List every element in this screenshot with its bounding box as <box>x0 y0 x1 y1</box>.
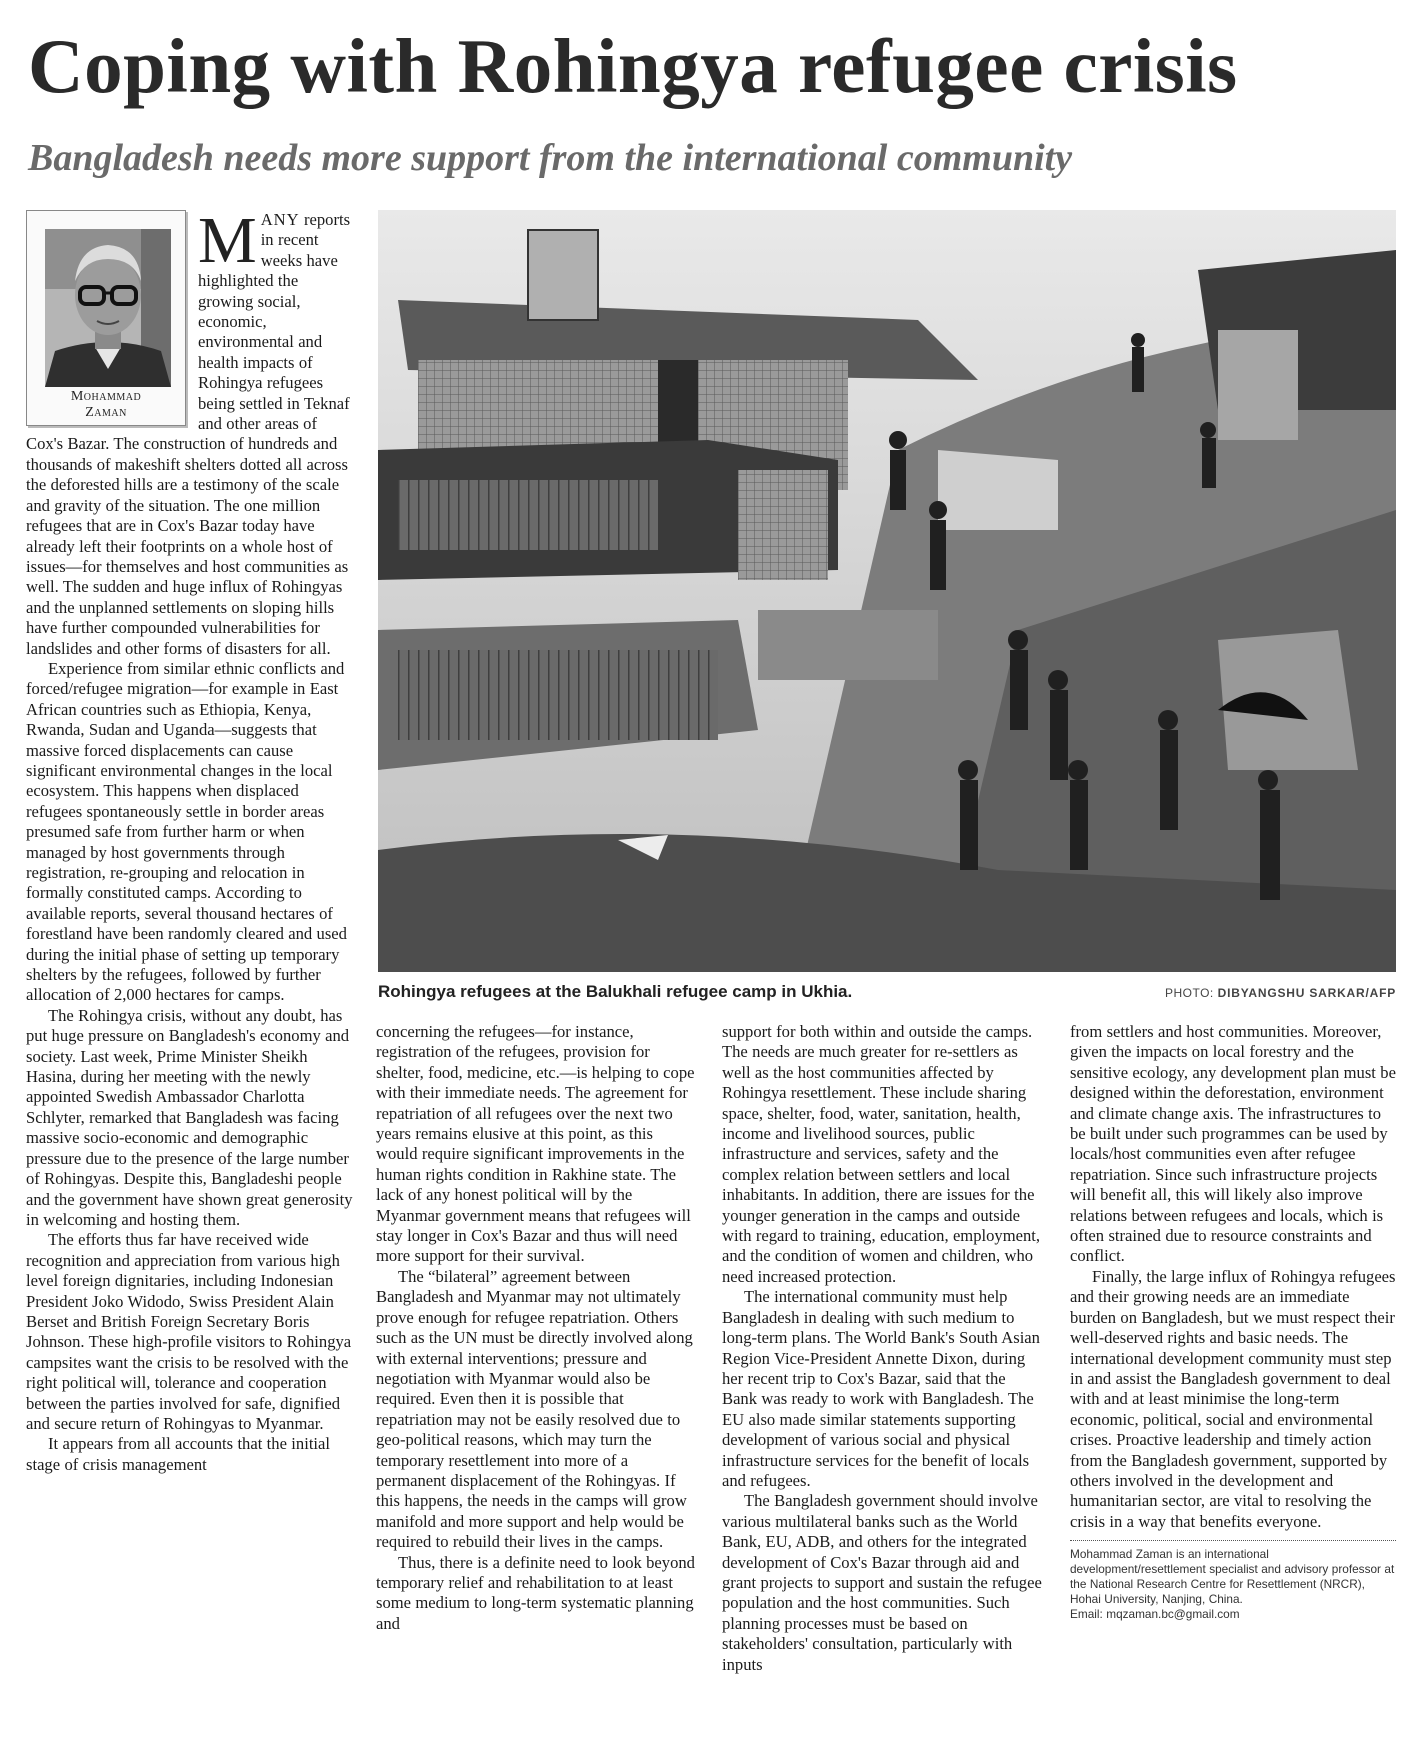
article-column-4 <box>1070 1022 1396 1740</box>
paragraph-9-start: The Bangladesh government should involve various multilateral banks such as the World Bank, EU, ADB, and others for the integrated development of Cox's Bazar through aid and grant projects to support and sustain the refugee population and the host communities. Such planning processes must be based on stakeholders' consultation, particularly with inputs <box>722 1491 1042 1674</box>
refugee-camp-photo <box>378 210 1396 972</box>
paragraph-5-cont: concerning the refugees—for instance, registration of the refugees, provision for shelter, food, medicine, etc.—is helping to cope with their immediate needs. The agreement for repatriation of all refugees over the next two years remains elusive at this point, as this would require significant improvements in the human rights condition in Rakhine state. The lack of any honest political will by the Myanmar government means that refugees will stay longer in Cox's Bazar and thus will need more support for their survival. <box>376 1022 695 1266</box>
author-portrait-image <box>45 229 171 387</box>
author-bio: Mohammad Zaman is an international development/resettlement specialist and advisory professor at the National Research Centre for Resettlement (NRCR), Hohai University, Nanjing, China. <box>1070 1547 1395 1607</box>
lead-caps: ANY <box>260 210 300 229</box>
paragraph-6: The “bilateral” agreement between Bangladesh and Myanmar may not ultimately prove enough for refugee repatriation. Others such as the UN must be directly involved along with external interventions; pressure and negotiation with Myanmar would also be required. Even then it is possible that repatriation may not be easily resolved due to geo-political reasons, which may turn the temporary resettlement into more of a permanent displacement of the Rohingyas. If this happens, the needs in the camps will grow manifold and more support and help would be required to rebuild their lives in the camps. <box>376 1266 693 1552</box>
photo-caption: Rohingya refugees at the Balukhali refugee camp in Ukhia. <box>378 982 853 1001</box>
paragraph-1-text: reports in recent weeks have highlighted the growing social, economic, environmental and health impacts of Rohingya refugees being settled in Teknaf and other areas of Cox's Bazar. The construction of hundreds and thousands of makeshift shelters dotted all across the deforested hills are a testimony of the scale and gravity of the situation. The one million refugees that are in Cox's Bazar today have already left their footprints on a whole host of issues—for themselves and host communities as well. The sudden and huge influx of Rohingyas and the unplanned settlements on sloping hills have further compounded vulnerabilities for landslides and other forms of disasters for all. <box>26 210 351 658</box>
subheadline: Bangladesh needs more support from the international community <box>28 137 1073 179</box>
paragraph-7-start: Thus, there is a definite need to look beyond temporary relief and rehabilitation to at least some medium to long-term systematic planning and <box>376 1552 695 1633</box>
bio-divider <box>1070 1540 1396 1541</box>
author-name <box>27 389 185 421</box>
paragraph-8: The international community must help Bangladesh in dealing with such medium to long-term plans. The World Bank's South Asian Region Vice-President Annette Dixon, during her recent trip to Cox's Bazar, said that the Bank was ready to work with Bangladesh. The EU also made similar statements supporting development of various social and physical infrastructure services for the benefit of locals and refugees. <box>722 1287 1040 1490</box>
author-box <box>26 210 186 426</box>
photo-credit-label: PHOTO: <box>1164 986 1214 1000</box>
paragraph-3: The Rohingya crisis, without any doubt, has put huge pressure on Bangladesh's economy and society. Last week, Prime Minister Sheikh Hasina, during her meeting with the newly appointed Swedish Ambassador Charlotta Schlyter, remarked that Bangladesh was facing massive socio-economic and demographic pressure due to the presence of the large number of Rohingyas. Despite this, Bangladeshi people and the government have shown great generosity in welcoming and hosting them. <box>26 1005 353 1229</box>
article-column-1 <box>26 210 356 1740</box>
paragraph-2: Experience from similar ethnic conflicts and forced/refugee migration—for example in East African countries such as Ethiopia, Kenya, Rwanda, Sudan and Uganda—suggests that massive forced displacements can cause significant environmental changes in the local ecosystem. This happens when displaced refugees spontaneously settle in border areas presumed safe from further harm or when managed by host governments through registration, re-grouping and relocation in formally constituted camps. According to available reports, several thousand hectares of forestland have been randomly cleared and used during the initial phase of setting up temporary shelters by the refugees, followed by further allocation of 2,000 hectares for camps. <box>26 658 347 1005</box>
paragraph-7-cont: support for both within and outside the camps. The needs are much greater for re-settlers as well as the host communities affected by Rohingya resettlement. These include sharing space, shelter, food, water, sanitation, health, income and livelihood sources, public infrastructure and services, safety and the complex relation between settlers and local inhabitants. In addition, there are issues for the younger generation in the camps and outside with regard to training, education, employment, and the condition of women and children, who need increased protection. <box>722 1022 1041 1286</box>
author-portrait <box>45 229 171 387</box>
author-email[interactable]: Email: mqzaman.bc@gmail.com <box>1070 1607 1240 1622</box>
article-column-2 <box>376 1022 698 1740</box>
author-name-first: Mohammad <box>70 389 142 404</box>
photo-caption-bar <box>378 982 1396 1006</box>
headline: Coping with Rohingya refugee crisis <box>28 23 1238 109</box>
article-column-3 <box>722 1022 1044 1740</box>
author-name-last: Zaman <box>85 405 127 420</box>
photo-credit <box>1165 986 1396 1000</box>
photo-credit-name: DIBYANGSHU SARKAR/AFP <box>1217 986 1396 1000</box>
paragraph-5-start: It appears from all accounts that the initial stage of crisis management <box>26 1434 331 1474</box>
drop-cap: M <box>198 210 257 277</box>
camp-photo-image <box>378 210 1396 972</box>
paragraph-9-cont: from settlers and host communities. Moreover, given the impacts on local forestry and the sensitive ecology, any development plan must be designed within the deforestation, environment and climate change axis. The infrastructures to be built under such programmes can be used by locals/host communities even after refugee repatriation. Since such infrastructure projects will benefit all, this will likely also improve relations between refugees and locals, which is often strained due to resource constraints and conflict. <box>1070 1022 1396 1266</box>
paragraph-10: Finally, the large influx of Rohingya refugees and their growing needs are an immediate burden on Bangladesh, but we must respect their well-deserved rights and basic needs. The international development community must step in and assist the Bangladesh government to deal with and at least minimise the long-term economic, political, social and environmental crises. Proactive leadership and timely action from the Bangladesh government, supported by others involved in the development and humanitarian sector, are vital to resolving the crisis in a way that benefits everyone. <box>1070 1266 1396 1531</box>
paragraph-4: The efforts thus far have received wide recognition and appreciation from various high level foreign dignitaries, including Indonesian President Joko Widodo, Swiss President Alain Berset and British Foreign Secretary Boris Johnson. These high-profile visitors to Rohingya campsites want the crisis to be resolved with the right political will, tolerance and cooperation between the parties involved for safe, dignified and secure return of Rohingyas to Myanmar. <box>26 1230 352 1433</box>
